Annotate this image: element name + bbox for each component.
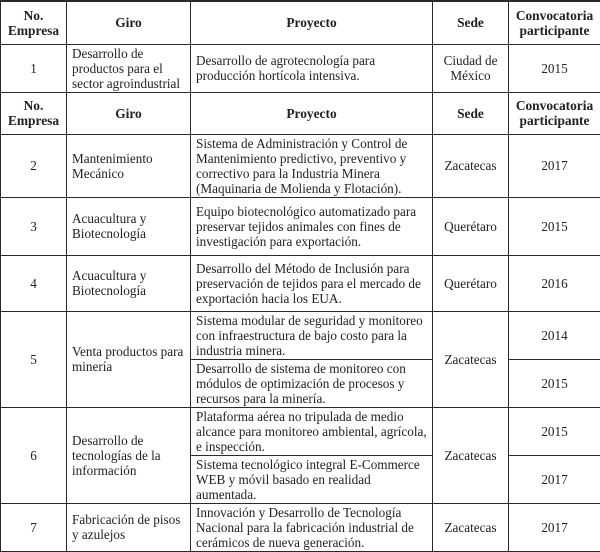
cell-no: 7 <box>1 503 67 551</box>
cell-sede: Querétaro <box>433 197 509 255</box>
cell-convocatoria: 2015 <box>509 359 600 407</box>
header-proyecto: Proyecto <box>191 92 433 134</box>
cell-no: 3 <box>1 197 67 255</box>
cell-convocatoria: 2017 <box>509 503 600 551</box>
cell-convocatoria: 2017 <box>509 455 600 503</box>
cell-no: 1 <box>1 44 67 92</box>
cell-convocatoria: 2016 <box>509 255 600 311</box>
header-giro: Giro <box>67 92 191 134</box>
cell-giro: Acuacultura y Biotecnología <box>67 255 191 311</box>
cell-sede: Ciudad de México <box>433 44 509 92</box>
cell-sede: Zacatecas <box>433 134 509 197</box>
table-row <box>1 197 600 255</box>
cell-proyecto: Desarrollo del Método de Inclusión para preservación de tejidos para el mercado de exportación hacia los EUA. <box>191 255 433 311</box>
cell-no: 2 <box>1 134 67 197</box>
table-row <box>1 134 600 197</box>
cell-convocatoria: 2015 <box>509 407 600 455</box>
header-row-repeat <box>1 92 600 134</box>
header-no-empresa: No. Empresa <box>1 1 67 44</box>
cell-proyecto: Sistema modular de seguridad y monitoreo con infraestructura de bajo costo para la industria minera. <box>191 311 433 359</box>
cell-giro: Venta productos para minería <box>67 311 191 407</box>
table-row <box>1 44 600 92</box>
table-row <box>1 407 600 455</box>
header-convocatoria: Convocatoria participante <box>509 92 600 134</box>
header-no-empresa: No. Empresa <box>1 92 67 134</box>
cell-no: 5 <box>1 311 67 407</box>
table-row <box>1 311 600 359</box>
table-row <box>1 503 600 551</box>
cell-proyecto: Sistema tecnológico integral E-Commerce WEB y móvil basado en realidad aumentada. <box>191 455 433 503</box>
table-row <box>1 255 600 311</box>
cell-no: 4 <box>1 255 67 311</box>
cell-proyecto: Desarrollo de sistema de monitoreo con módulos de optimización de procesos y recursos para la minería. <box>191 359 433 407</box>
header-giro: Giro <box>67 1 191 44</box>
cell-giro: Fabricación de pisos y azulejos <box>67 503 191 551</box>
header-convocatoria: Convocatoria participante <box>509 1 600 44</box>
cell-convocatoria: 2014 <box>509 311 600 359</box>
cell-proyecto: Desarrollo de agrotecnología para producción hortícola intensiva. <box>191 44 433 92</box>
cell-sede: Zacatecas <box>433 407 509 503</box>
cell-sede: Querétaro <box>433 255 509 311</box>
cell-no: 6 <box>1 407 67 503</box>
header-proyecto: Proyecto <box>191 1 433 44</box>
cell-convocatoria: 2017 <box>509 134 600 197</box>
cell-giro: Desarrollo de tecnologías de la información <box>67 407 191 503</box>
cell-sede: Zacatecas <box>433 311 509 407</box>
cell-sede: Zacatecas <box>433 503 509 551</box>
header-sede: Sede <box>433 1 509 44</box>
header-sede: Sede <box>433 92 509 134</box>
cell-proyecto: Equipo biotecnológico automatizado para preservar tejidos animales con fines de investigación para exportación. <box>191 197 433 255</box>
cell-convocatoria: 2015 <box>509 44 600 92</box>
cell-giro: Acuacultura y Biotecnología <box>67 197 191 255</box>
cell-proyecto: Sistema de Administración y Control de Mantenimiento predictivo, preventivo y correctivo para la Industria Minera (Maquinaria de Molienda y Flotación). <box>191 134 433 197</box>
cell-giro: Desarrollo de productos para el sector agroindustrial <box>67 44 191 92</box>
cell-proyecto: Plataforma aérea no tripulada de medio alcance para monitoreo ambiental, agrícola, e inspección. <box>191 407 433 455</box>
cell-proyecto: Innovación y Desarrollo de Tecnología Nacional para la fabricación industrial de cerámicos de nueva generación. <box>191 503 433 551</box>
header-row <box>1 1 600 44</box>
cell-giro: Mantenimiento Mecánico <box>67 134 191 197</box>
cell-convocatoria: 2015 <box>509 197 600 255</box>
